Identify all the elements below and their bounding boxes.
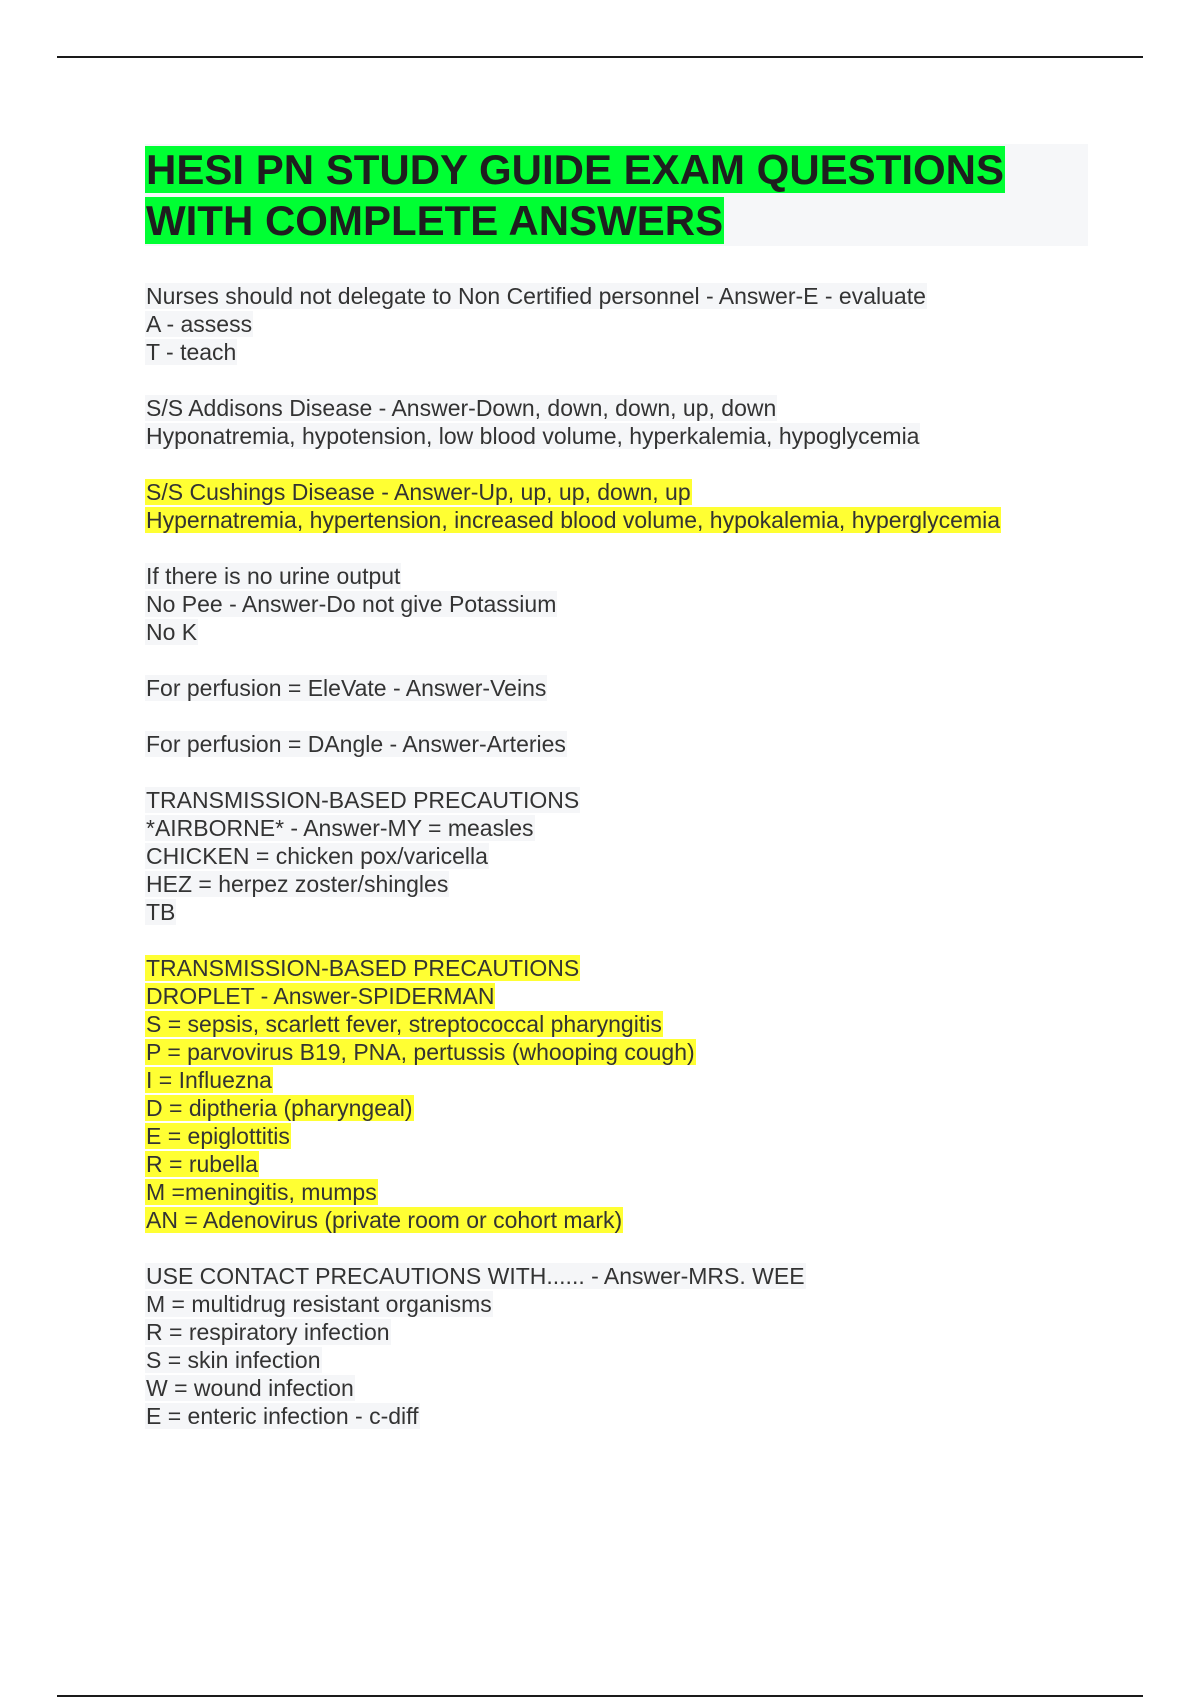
qa-line: [145, 1206, 1085, 1234]
qa-block: [145, 282, 1085, 366]
qa-line: [145, 506, 1085, 534]
document-title: [145, 144, 1088, 246]
qa-line-text: P = parvovirus B19, PNA, pertussis (whooping cough): [146, 1039, 695, 1065]
qa-line-text: D = diptheria (pharyngeal): [146, 1095, 413, 1121]
qa-line: [145, 870, 1085, 898]
qa-line-text: DROPLET - Answer-SPIDERMAN: [146, 983, 495, 1009]
qa-line-text: A - assess: [146, 311, 253, 337]
qa-line-text: R = rubella: [146, 1151, 258, 1177]
qa-line: [145, 1374, 1085, 1402]
qa-line: [145, 1178, 1085, 1206]
qa-line-text: Hyponatremia, hypotension, low blood volume, hyperkalemia, hypoglycemia: [146, 423, 920, 449]
qa-line-text: *AIRBORNE* - Answer-MY = measles: [146, 815, 534, 841]
qa-block: [145, 786, 1085, 926]
qa-line: [145, 1066, 1085, 1094]
qa-line-text: E = epiglottitis: [146, 1123, 290, 1149]
qa-line: [145, 478, 1085, 506]
qa-line: [145, 1262, 1085, 1290]
qa-line-text: USE CONTACT PRECAUTIONS WITH...... - Answer-MRS. WEE: [146, 1263, 805, 1289]
top-rule: [57, 56, 1143, 58]
qa-line-text: No K: [146, 619, 198, 645]
qa-line-text: For perfusion = EleVate - Answer-Veins: [146, 675, 547, 701]
qa-line-text: TRANSMISSION-BASED PRECAUTIONS: [146, 787, 580, 813]
qa-line: [145, 282, 1085, 310]
qa-line-text: T - teach: [146, 339, 237, 365]
qa-line: [145, 898, 1085, 926]
qa-line-text: S = skin infection: [146, 1347, 321, 1373]
qa-line-text: AN = Adenovirus (private room or cohort mark): [146, 1207, 623, 1233]
title-line-1: HESI PN STUDY GUIDE EXAM QUESTIONS: [146, 146, 1005, 193]
qa-line-text: HEZ = herpez zoster/shingles: [146, 871, 449, 897]
qa-line-text: S/S Cushings Disease - Answer-Up, up, up, down, up: [146, 479, 691, 505]
qa-line: [145, 590, 1085, 618]
qa-line: [145, 814, 1085, 842]
qa-block: [145, 730, 1085, 758]
qa-line-text: TRANSMISSION-BASED PRECAUTIONS: [146, 955, 580, 981]
qa-block: [145, 562, 1085, 646]
qa-line: [145, 394, 1085, 422]
qa-line-text: R = respiratory infection: [146, 1319, 390, 1345]
qa-line-text: E = enteric infection - c-diff: [146, 1403, 419, 1429]
qa-line: [145, 1010, 1085, 1038]
qa-block: [145, 674, 1085, 702]
qa-line: [145, 562, 1085, 590]
qa-line-text: M =meningitis, mumps: [146, 1179, 377, 1205]
qa-line: [145, 338, 1085, 366]
question-list: [145, 282, 1085, 1430]
qa-line-text: If there is no urine output: [146, 563, 401, 589]
qa-line-text: S = sepsis, scarlett fever, streptococcal pharyngitis: [146, 1011, 662, 1037]
qa-block: [145, 954, 1085, 1234]
qa-line: [145, 674, 1085, 702]
qa-line: [145, 422, 1085, 450]
qa-line-text: W = wound infection: [146, 1375, 354, 1401]
qa-line-text: Hypernatremia, hypertension, increased blood volume, hypokalemia, hyperglycemia: [146, 507, 1000, 533]
qa-block: [145, 1262, 1085, 1430]
qa-line: [145, 842, 1085, 870]
qa-line: [145, 1122, 1085, 1150]
qa-line: [145, 982, 1085, 1010]
qa-line-text: S/S Addisons Disease - Answer-Down, down, down, up, down: [146, 395, 777, 421]
qa-line: [145, 1038, 1085, 1066]
title-line-2: WITH COMPLETE ANSWERS: [146, 197, 724, 244]
bottom-rule: [57, 1695, 1143, 1697]
qa-line: [145, 310, 1085, 338]
qa-line: [145, 1346, 1085, 1374]
qa-line: [145, 730, 1085, 758]
qa-line: [145, 1290, 1085, 1318]
qa-line: [145, 786, 1085, 814]
qa-line-text: For perfusion = DAngle - Answer-Arteries: [146, 731, 566, 757]
qa-line-text: M = multidrug resistant organisms: [146, 1291, 492, 1317]
qa-line-text: I = Influezna: [146, 1067, 272, 1093]
qa-line: [145, 618, 1085, 646]
qa-line-text: No Pee - Answer-Do not give Potassium: [146, 591, 557, 617]
qa-block: [145, 478, 1085, 534]
title-box: [145, 144, 1088, 246]
qa-line: [145, 954, 1085, 982]
qa-line: [145, 1402, 1085, 1430]
qa-line-text: CHICKEN = chicken pox/varicella: [146, 843, 488, 869]
qa-line-text: Nurses should not delegate to Non Certified personnel - Answer-E - evaluate: [146, 283, 926, 309]
qa-block: [145, 394, 1085, 450]
qa-line: [145, 1150, 1085, 1178]
document-page: [145, 144, 1085, 1458]
qa-line-text: TB: [146, 899, 176, 925]
qa-line: [145, 1318, 1085, 1346]
qa-line: [145, 1094, 1085, 1122]
